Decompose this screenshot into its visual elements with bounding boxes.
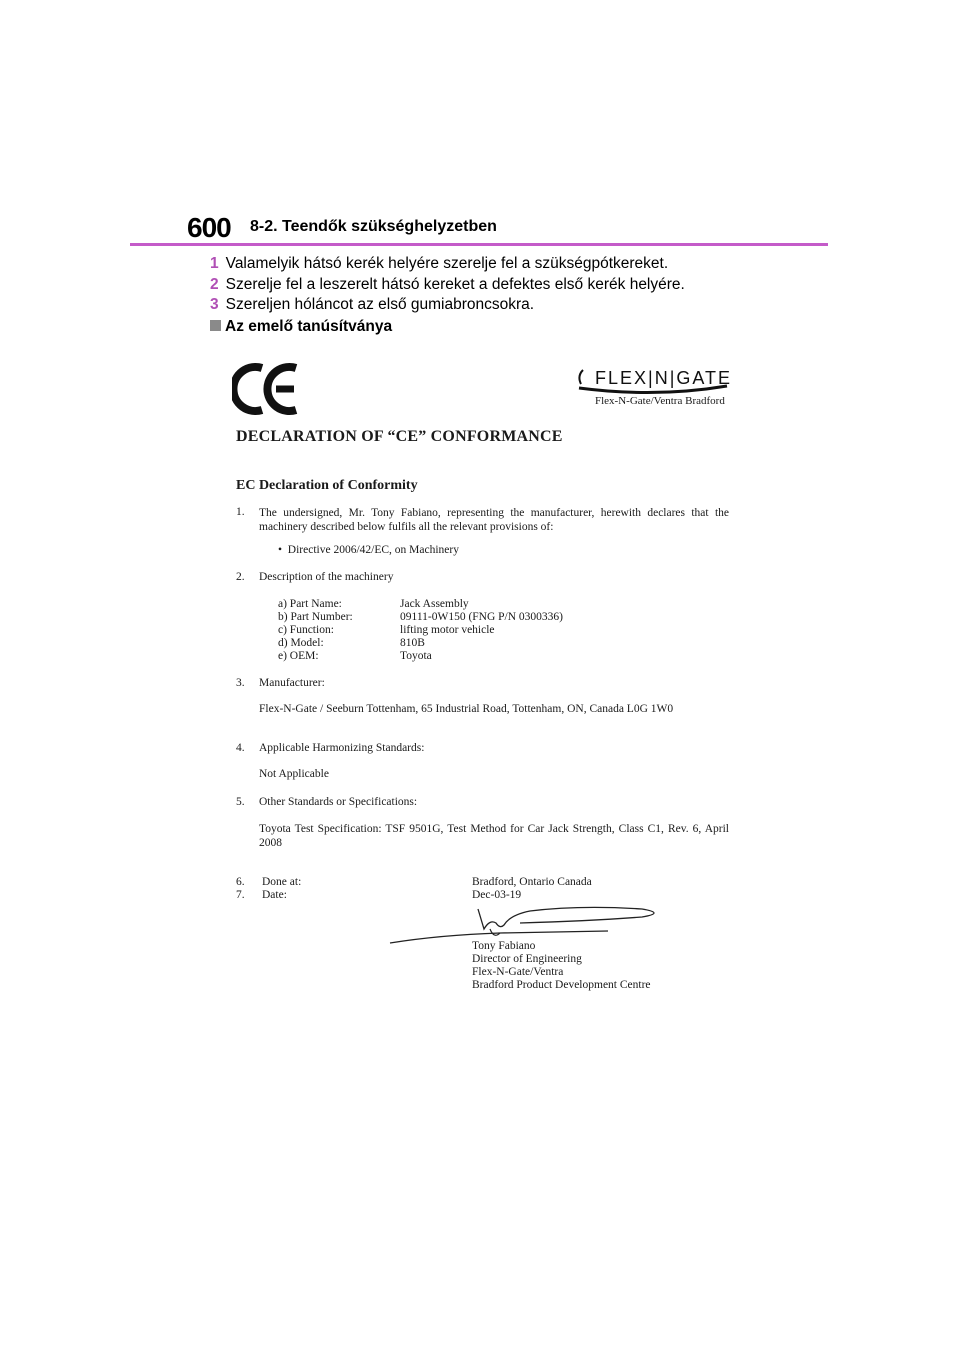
flex-n-gate-logo (575, 362, 735, 392)
item-4-label: Applicable Harmonizing Standards: (259, 742, 425, 754)
signatory-centre: Bradford Product Development Centre (472, 979, 651, 991)
detail-value: Jack Assembly (400, 598, 469, 610)
item-number: 6. (236, 876, 245, 888)
item-6-value: Bradford, Ontario Canada (472, 876, 592, 888)
detail-key: a) Part Name: (278, 598, 342, 610)
item-7-value: Dec-03-19 (472, 889, 522, 901)
item-5-label: Other Standards or Specifications: (259, 796, 418, 808)
step-3 (210, 296, 534, 314)
manufacturer-address: Flex-N-Gate / Seeburn Tottenham, 65 Industrial Road, Tottenham, ON, Canada L0G 1W0 (259, 703, 674, 715)
step-1 (210, 255, 668, 273)
signatory-name: Tony Fabiano (472, 940, 536, 952)
bullet-dot-icon: • (278, 544, 288, 556)
step-number: 3 (210, 296, 219, 313)
signatory-company: Flex-N-Gate/Ventra (472, 966, 564, 978)
step-2 (210, 276, 685, 294)
detail-value: 09111-0W150 (FNG P/N 0300336) (400, 611, 564, 623)
item-number: 1. (236, 506, 245, 518)
detail-key: c) Function: (278, 624, 334, 636)
ce-mark (232, 360, 302, 423)
signatory-title: Director of Engineering (472, 953, 582, 965)
step-text: Szerelje fel a leszerelt hátsó kereket a defektes első kerék helyére. (225, 276, 685, 293)
detail-key: e) OEM: (278, 650, 319, 662)
subheading (210, 318, 392, 336)
page-number: 600 (187, 212, 231, 243)
step-number: 1 (210, 255, 219, 272)
item-4-value: Not Applicable (259, 768, 329, 780)
step-text: Szereljen hóláncot az első gumiabroncsokra. (225, 296, 535, 313)
item-3-label: Manufacturer: (259, 677, 325, 689)
detail-key: d) Model: (278, 637, 324, 649)
item-number: 5. (236, 796, 245, 808)
item-number: 4. (236, 742, 245, 754)
detail-value: 810B (400, 637, 425, 649)
ec-declaration-title: EC Declaration of Conformity (236, 478, 418, 493)
item-number: 3. (236, 677, 245, 689)
detail-value: lifting motor vehicle (400, 624, 495, 636)
square-bullet-icon (210, 320, 221, 331)
item-6-label: Done at: (262, 876, 302, 888)
logo-subtitle: Flex-N-Gate/Ventra Bradford (595, 395, 725, 407)
item-7-label: Date: (262, 889, 287, 901)
svg-text:FLEX|N|GATE: FLEX|N|GATE (595, 368, 733, 388)
declaration-title: DECLARATION OF “CE” CONFORMANCE (236, 428, 563, 445)
detail-value: Toyota (400, 650, 432, 662)
item-1-text: The undersigned, Mr. Tony Fabiano, representing the manufacturer, herewith declares that the machinery described below fulfils all the relevant provisions of: (259, 507, 729, 533)
directive-text: Directive 2006/42/EC, on Machinery (287, 544, 459, 556)
directive-bullet (278, 544, 459, 556)
step-number: 2 (210, 276, 219, 293)
step-text: Valamelyik hátsó kerék helyére szerelje fel a szükségpótkereket. (225, 255, 669, 272)
item-number: 7. (236, 889, 245, 901)
section-title: 8-2. Teendők szükséghelyzetben (250, 218, 497, 235)
detail-key: b) Part Number: (278, 611, 353, 623)
ce-mark-icon (232, 360, 302, 418)
subheading-text: Az emelő tanúsítványa (225, 318, 393, 335)
header-divider (130, 243, 828, 246)
item-5-value: Toyota Test Specification: TSF 9501G, Test Method for Car Jack Strength, Class C1, Rev. 6, April 2008 (259, 823, 729, 849)
item-2-label: Description of the machinery (259, 571, 394, 583)
item-number: 2. (236, 571, 245, 583)
company-logo-icon (575, 362, 735, 396)
